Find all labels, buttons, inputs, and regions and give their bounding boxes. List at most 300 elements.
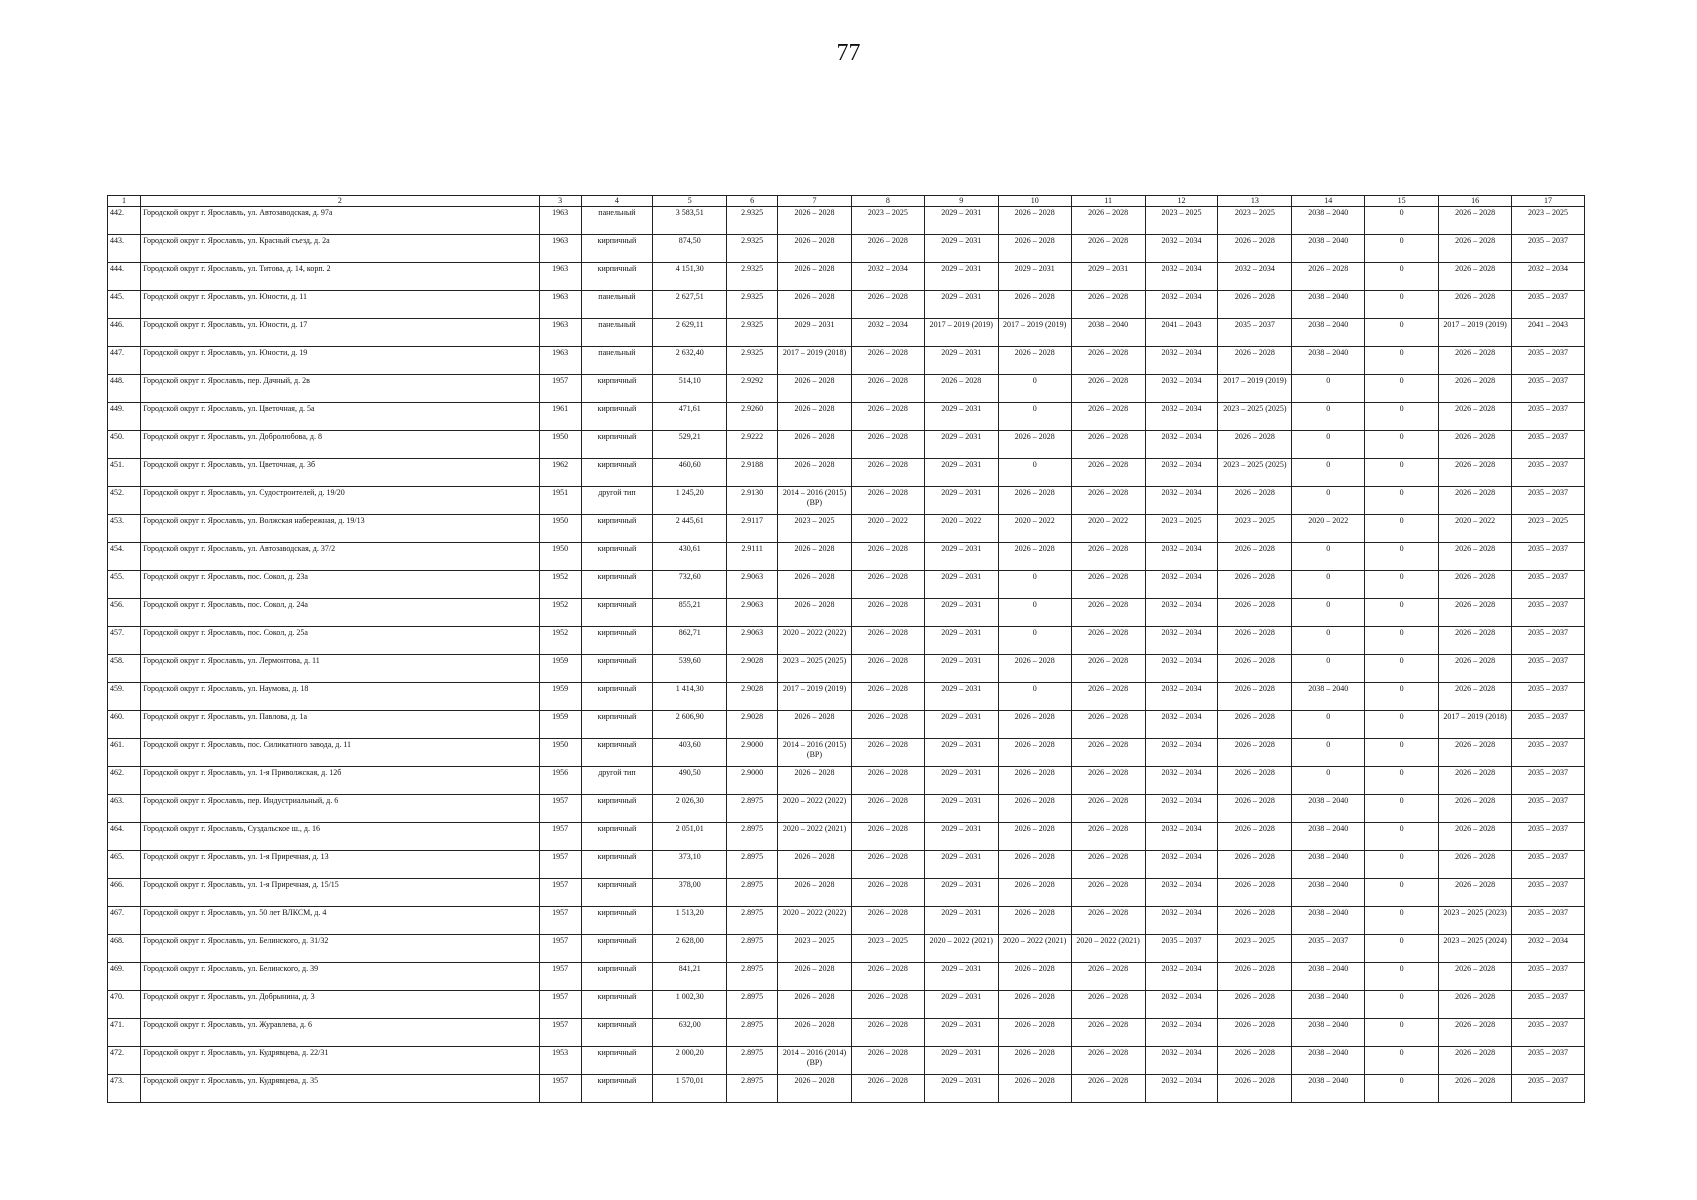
work-period-col-7-cell: 2017 – 2019 (2019) xyxy=(778,683,852,711)
work-period-col-13-cell: 2023 – 2025 (2025) xyxy=(1218,459,1292,487)
work-period-col-10-cell: 2029 – 2031 xyxy=(998,263,1071,291)
year-built-cell: 1956 xyxy=(539,767,581,795)
work-period-col-14-cell: 0 xyxy=(1292,403,1365,431)
total-area-cell: 539,60 xyxy=(653,655,727,683)
work-period-col-9-cell: 2029 – 2031 xyxy=(924,655,998,683)
work-period-col-10-cell: 2026 – 2028 xyxy=(998,235,1071,263)
column-number-9: 9 xyxy=(924,196,998,207)
work-period-col-14-cell: 2038 – 2040 xyxy=(1292,823,1365,851)
work-period-col-15-cell: 0 xyxy=(1365,711,1439,739)
work-period-col-12-cell: 2032 – 2034 xyxy=(1145,739,1218,767)
work-period-col-13-cell: 2026 – 2028 xyxy=(1218,487,1292,515)
work-period-col-8-cell: 2023 – 2025 xyxy=(851,935,924,963)
work-period-col-16-cell: 2026 – 2028 xyxy=(1439,375,1512,403)
work-period-col-12-cell: 2032 – 2034 xyxy=(1145,291,1218,319)
row-number-cell: 443. xyxy=(108,235,141,263)
work-period-col-15-cell: 0 xyxy=(1365,1047,1439,1075)
work-period-col-14-cell: 0 xyxy=(1292,599,1365,627)
work-period-col-14-cell: 0 xyxy=(1292,487,1365,515)
work-period-col-10-cell: 2026 – 2028 xyxy=(998,823,1071,851)
column-number-1: 1 xyxy=(108,196,141,207)
work-period-col-7-cell: 2026 – 2028 xyxy=(778,375,852,403)
wall-material-cell: кирпичный xyxy=(581,739,653,767)
row-number-cell: 462. xyxy=(108,767,141,795)
wall-material-cell: кирпичный xyxy=(581,375,653,403)
work-period-col-15-cell: 0 xyxy=(1365,571,1439,599)
work-period-col-17-cell: 2035 – 2037 xyxy=(1512,291,1585,319)
work-period-col-11-cell: 2026 – 2028 xyxy=(1071,487,1145,515)
year-built-cell: 1963 xyxy=(539,207,581,235)
work-period-col-11-cell: 2026 – 2028 xyxy=(1071,543,1145,571)
work-period-col-11-cell: 2026 – 2028 xyxy=(1071,823,1145,851)
total-area-cell: 1 570,01 xyxy=(653,1075,727,1103)
row-number-cell: 468. xyxy=(108,935,141,963)
work-period-col-8-cell: 2026 – 2028 xyxy=(851,1075,924,1103)
total-area-cell: 490,50 xyxy=(653,767,727,795)
work-period-col-9-cell: 2026 – 2028 xyxy=(924,375,998,403)
address-cell: Городской округ г. Ярославль, ул. Добролюбова, д. 8 xyxy=(141,431,540,459)
work-period-col-7-cell: 2023 – 2025 (2025) xyxy=(778,655,852,683)
work-period-col-9-cell: 2029 – 2031 xyxy=(924,263,998,291)
work-period-col-10-cell: 2026 – 2028 xyxy=(998,711,1071,739)
work-period-col-16-cell: 2026 – 2028 xyxy=(1439,1047,1512,1075)
table-row xyxy=(108,655,1585,683)
work-period-col-12-cell: 2032 – 2034 xyxy=(1145,431,1218,459)
work-period-col-8-cell: 2026 – 2028 xyxy=(851,879,924,907)
work-period-col-12-cell: 2032 – 2034 xyxy=(1145,1047,1218,1075)
criteria-score-cell: 2.9028 xyxy=(727,655,778,683)
work-period-col-15-cell: 0 xyxy=(1365,795,1439,823)
register-table xyxy=(107,195,1585,1103)
work-period-col-11-cell: 2026 – 2028 xyxy=(1071,683,1145,711)
row-number-cell: 469. xyxy=(108,963,141,991)
row-number-cell: 457. xyxy=(108,627,141,655)
work-period-col-16-cell: 2026 – 2028 xyxy=(1439,767,1512,795)
work-period-col-10-cell: 0 xyxy=(998,459,1071,487)
year-built-cell: 1952 xyxy=(539,627,581,655)
work-period-col-10-cell: 0 xyxy=(998,599,1071,627)
work-period-col-12-cell: 2032 – 2034 xyxy=(1145,571,1218,599)
criteria-score-cell: 2.9222 xyxy=(727,431,778,459)
work-period-col-15-cell: 0 xyxy=(1365,459,1439,487)
work-period-col-13-cell: 2017 – 2019 (2019) xyxy=(1218,375,1292,403)
row-number-cell: 464. xyxy=(108,823,141,851)
work-period-col-13-cell: 2026 – 2028 xyxy=(1218,1075,1292,1103)
work-period-col-11-cell: 2026 – 2028 xyxy=(1071,1019,1145,1047)
work-period-col-11-cell: 2026 – 2028 xyxy=(1071,963,1145,991)
work-period-col-14-cell: 0 xyxy=(1292,767,1365,795)
work-period-col-15-cell: 0 xyxy=(1365,683,1439,711)
work-period-col-16-cell: 2026 – 2028 xyxy=(1439,431,1512,459)
address-cell: Городской округ г. Ярославль, пер. Дачный, д. 2в xyxy=(141,375,540,403)
table-row xyxy=(108,375,1585,403)
work-period-col-11-cell: 2026 – 2028 xyxy=(1071,767,1145,795)
work-period-col-17-cell: 2035 – 2037 xyxy=(1512,991,1585,1019)
work-period-col-16-cell: 2020 – 2022 xyxy=(1439,515,1512,543)
work-period-col-13-cell: 2026 – 2028 xyxy=(1218,823,1292,851)
work-period-col-9-cell: 2029 – 2031 xyxy=(924,543,998,571)
work-period-col-12-cell: 2032 – 2034 xyxy=(1145,627,1218,655)
row-number-cell: 450. xyxy=(108,431,141,459)
work-period-col-10-cell: 2026 – 2028 xyxy=(998,767,1071,795)
year-built-cell: 1953 xyxy=(539,1047,581,1075)
work-period-col-10-cell: 2026 – 2028 xyxy=(998,879,1071,907)
work-period-col-10-cell: 2020 – 2022 (2021) xyxy=(998,935,1071,963)
work-period-col-8-cell: 2026 – 2028 xyxy=(851,739,924,767)
work-period-col-7-cell: 2026 – 2028 xyxy=(778,991,852,1019)
work-period-col-14-cell: 2038 – 2040 xyxy=(1292,347,1365,375)
address-cell: Городской округ г. Ярославль, ул. Юности, д. 11 xyxy=(141,291,540,319)
total-area-cell: 2 628,00 xyxy=(653,935,727,963)
row-number-cell: 465. xyxy=(108,851,141,879)
work-period-col-10-cell: 2026 – 2028 xyxy=(998,431,1071,459)
row-number-cell: 448. xyxy=(108,375,141,403)
wall-material-cell: кирпичный xyxy=(581,963,653,991)
year-built-cell: 1963 xyxy=(539,263,581,291)
wall-material-cell: кирпичный xyxy=(581,1047,653,1075)
criteria-score-cell: 2.9325 xyxy=(727,207,778,235)
work-period-col-11-cell: 2026 – 2028 xyxy=(1071,599,1145,627)
criteria-score-cell: 2.8975 xyxy=(727,1047,778,1075)
work-period-col-10-cell: 2026 – 2028 xyxy=(998,1075,1071,1103)
work-period-col-14-cell: 2038 – 2040 xyxy=(1292,683,1365,711)
work-period-col-15-cell: 0 xyxy=(1365,1019,1439,1047)
year-built-cell: 1963 xyxy=(539,291,581,319)
address-cell: Городской округ г. Ярославль, ул. 50 лет ВЛКСМ, д. 4 xyxy=(141,907,540,935)
work-period-col-14-cell: 2035 – 2037 xyxy=(1292,935,1365,963)
address-cell: Городской округ г. Ярославль, пос. Сокол, д. 23а xyxy=(141,571,540,599)
criteria-score-cell: 2.9292 xyxy=(727,375,778,403)
year-built-cell: 1957 xyxy=(539,375,581,403)
work-period-col-9-cell: 2020 – 2022 xyxy=(924,515,998,543)
table-row xyxy=(108,515,1585,543)
register-table-container xyxy=(107,195,1585,1103)
work-period-col-13-cell: 2026 – 2028 xyxy=(1218,683,1292,711)
wall-material-cell: кирпичный xyxy=(581,543,653,571)
address-cell: Городской округ г. Ярославль, ул. Кудрявцева, д. 35 xyxy=(141,1075,540,1103)
work-period-col-11-cell: 2026 – 2028 xyxy=(1071,907,1145,935)
year-built-cell: 1950 xyxy=(539,543,581,571)
criteria-score-cell: 2.9325 xyxy=(727,347,778,375)
work-period-col-17-cell: 2035 – 2037 xyxy=(1512,627,1585,655)
total-area-cell: 2 026,30 xyxy=(653,795,727,823)
row-number-cell: 452. xyxy=(108,487,141,515)
work-period-col-8-cell: 2026 – 2028 xyxy=(851,235,924,263)
address-cell: Городской округ г. Ярославль, ул. Наумова, д. 18 xyxy=(141,683,540,711)
total-area-cell: 874,50 xyxy=(653,235,727,263)
work-period-col-15-cell: 0 xyxy=(1365,235,1439,263)
work-period-col-12-cell: 2032 – 2034 xyxy=(1145,795,1218,823)
total-area-cell: 732,60 xyxy=(653,571,727,599)
work-period-col-7-cell: 2026 – 2028 xyxy=(778,403,852,431)
table-row xyxy=(108,263,1585,291)
work-period-col-9-cell: 2029 – 2031 xyxy=(924,991,998,1019)
year-built-cell: 1957 xyxy=(539,851,581,879)
total-area-cell: 2 051,01 xyxy=(653,823,727,851)
row-number-cell: 470. xyxy=(108,991,141,1019)
work-period-col-9-cell: 2029 – 2031 xyxy=(924,403,998,431)
address-cell: Городской округ г. Ярославль, ул. Волжская набережная, д. 19/13 xyxy=(141,515,540,543)
wall-material-cell: кирпичный xyxy=(581,235,653,263)
work-period-col-8-cell: 2026 – 2028 xyxy=(851,487,924,515)
table-row xyxy=(108,1019,1585,1047)
work-period-col-16-cell: 2026 – 2028 xyxy=(1439,655,1512,683)
row-number-cell: 458. xyxy=(108,655,141,683)
work-period-col-17-cell: 2041 – 2043 xyxy=(1512,319,1585,347)
table-row xyxy=(108,1047,1585,1075)
work-period-col-10-cell: 0 xyxy=(998,375,1071,403)
work-period-col-8-cell: 2026 – 2028 xyxy=(851,347,924,375)
wall-material-cell: другой тип xyxy=(581,487,653,515)
work-period-col-16-cell: 2026 – 2028 xyxy=(1439,291,1512,319)
work-period-col-9-cell: 2029 – 2031 xyxy=(924,291,998,319)
work-period-col-14-cell: 2038 – 2040 xyxy=(1292,291,1365,319)
criteria-score-cell: 2.9325 xyxy=(727,291,778,319)
year-built-cell: 1963 xyxy=(539,235,581,263)
year-built-cell: 1959 xyxy=(539,711,581,739)
total-area-cell: 841,21 xyxy=(653,963,727,991)
total-area-cell: 1 002,30 xyxy=(653,991,727,1019)
work-period-col-14-cell: 2038 – 2040 xyxy=(1292,1019,1365,1047)
work-period-col-9-cell: 2029 – 2031 xyxy=(924,711,998,739)
year-built-cell: 1952 xyxy=(539,599,581,627)
work-period-col-8-cell: 2020 – 2022 xyxy=(851,515,924,543)
work-period-col-12-cell: 2032 – 2034 xyxy=(1145,711,1218,739)
wall-material-cell: кирпичный xyxy=(581,795,653,823)
table-row xyxy=(108,319,1585,347)
table-row xyxy=(108,879,1585,907)
work-period-col-14-cell: 2038 – 2040 xyxy=(1292,991,1365,1019)
work-period-col-11-cell: 2038 – 2040 xyxy=(1071,319,1145,347)
work-period-col-16-cell: 2026 – 2028 xyxy=(1439,459,1512,487)
year-built-cell: 1957 xyxy=(539,1019,581,1047)
work-period-col-16-cell: 2026 – 2028 xyxy=(1439,403,1512,431)
wall-material-cell: кирпичный xyxy=(581,683,653,711)
address-cell: Городской округ г. Ярославль, ул. Лермонтова, д. 11 xyxy=(141,655,540,683)
wall-material-cell: кирпичный xyxy=(581,655,653,683)
work-period-col-11-cell: 2020 – 2022 xyxy=(1071,515,1145,543)
year-built-cell: 1957 xyxy=(539,795,581,823)
work-period-col-15-cell: 0 xyxy=(1365,767,1439,795)
work-period-col-10-cell: 2026 – 2028 xyxy=(998,795,1071,823)
work-period-col-7-cell: 2026 – 2028 xyxy=(778,851,852,879)
work-period-col-16-cell: 2026 – 2028 xyxy=(1439,795,1512,823)
wall-material-cell: кирпичный xyxy=(581,711,653,739)
work-period-col-12-cell: 2023 – 2025 xyxy=(1145,207,1218,235)
work-period-col-7-cell: 2020 – 2022 (2021) xyxy=(778,823,852,851)
criteria-score-cell: 2.8975 xyxy=(727,963,778,991)
work-period-col-10-cell: 0 xyxy=(998,571,1071,599)
work-period-col-13-cell: 2026 – 2028 xyxy=(1218,655,1292,683)
column-number-17: 17 xyxy=(1512,196,1585,207)
row-number-cell: 453. xyxy=(108,515,141,543)
work-period-col-14-cell: 0 xyxy=(1292,739,1365,767)
work-period-col-13-cell: 2026 – 2028 xyxy=(1218,543,1292,571)
work-period-col-16-cell: 2026 – 2028 xyxy=(1439,851,1512,879)
work-period-col-9-cell: 2029 – 2031 xyxy=(924,767,998,795)
work-period-col-8-cell: 2026 – 2028 xyxy=(851,655,924,683)
work-period-col-17-cell: 2023 – 2025 xyxy=(1512,207,1585,235)
work-period-col-13-cell: 2026 – 2028 xyxy=(1218,347,1292,375)
work-period-col-14-cell: 2038 – 2040 xyxy=(1292,1075,1365,1103)
wall-material-cell: кирпичный xyxy=(581,907,653,935)
column-number-16: 16 xyxy=(1439,196,1512,207)
row-number-cell: 449. xyxy=(108,403,141,431)
work-period-col-17-cell: 2032 – 2034 xyxy=(1512,263,1585,291)
work-period-col-11-cell: 2026 – 2028 xyxy=(1071,795,1145,823)
work-period-col-12-cell: 2032 – 2034 xyxy=(1145,599,1218,627)
work-period-col-7-cell: 2026 – 2028 xyxy=(778,963,852,991)
criteria-score-cell: 2.9111 xyxy=(727,543,778,571)
total-area-cell: 862,71 xyxy=(653,627,727,655)
work-period-col-7-cell: 2020 – 2022 (2022) xyxy=(778,795,852,823)
total-area-cell: 529,21 xyxy=(653,431,727,459)
work-period-col-16-cell: 2026 – 2028 xyxy=(1439,823,1512,851)
work-period-col-17-cell: 2035 – 2037 xyxy=(1512,963,1585,991)
work-period-col-14-cell: 0 xyxy=(1292,375,1365,403)
work-period-col-10-cell: 2026 – 2028 xyxy=(998,851,1071,879)
work-period-col-10-cell: 0 xyxy=(998,683,1071,711)
year-built-cell: 1957 xyxy=(539,963,581,991)
work-period-col-13-cell: 2026 – 2028 xyxy=(1218,851,1292,879)
work-period-col-14-cell: 2026 – 2028 xyxy=(1292,263,1365,291)
row-number-cell: 455. xyxy=(108,571,141,599)
work-period-col-16-cell: 2026 – 2028 xyxy=(1439,599,1512,627)
work-period-col-10-cell: 2026 – 2028 xyxy=(998,655,1071,683)
table-row xyxy=(108,571,1585,599)
work-period-col-13-cell: 2026 – 2028 xyxy=(1218,963,1292,991)
total-area-cell: 460,60 xyxy=(653,459,727,487)
work-period-col-11-cell: 2026 – 2028 xyxy=(1071,655,1145,683)
work-period-col-7-cell: 2026 – 2028 xyxy=(778,543,852,571)
table-row xyxy=(108,459,1585,487)
work-period-col-8-cell: 2026 – 2028 xyxy=(851,851,924,879)
address-cell: Городской округ г. Ярославль, ул. Белинского, д. 39 xyxy=(141,963,540,991)
work-period-col-17-cell: 2035 – 2037 xyxy=(1512,655,1585,683)
column-number-11: 11 xyxy=(1071,196,1145,207)
row-number-cell: 447. xyxy=(108,347,141,375)
work-period-col-7-cell: 2029 – 2031 xyxy=(778,319,852,347)
work-period-col-9-cell: 2029 – 2031 xyxy=(924,851,998,879)
work-period-col-11-cell: 2026 – 2028 xyxy=(1071,739,1145,767)
total-area-cell: 1 245,20 xyxy=(653,487,727,515)
year-built-cell: 1957 xyxy=(539,879,581,907)
work-period-col-17-cell: 2035 – 2037 xyxy=(1512,235,1585,263)
work-period-col-17-cell: 2035 – 2037 xyxy=(1512,767,1585,795)
work-period-col-9-cell: 2029 – 2031 xyxy=(924,795,998,823)
year-built-cell: 1957 xyxy=(539,823,581,851)
work-period-col-10-cell: 2026 – 2028 xyxy=(998,543,1071,571)
work-period-col-16-cell: 2026 – 2028 xyxy=(1439,683,1512,711)
work-period-col-11-cell: 2026 – 2028 xyxy=(1071,627,1145,655)
work-period-col-16-cell: 2026 – 2028 xyxy=(1439,739,1512,767)
work-period-col-15-cell: 0 xyxy=(1365,599,1439,627)
work-period-col-13-cell: 2023 – 2025 xyxy=(1218,207,1292,235)
work-period-col-13-cell: 2026 – 2028 xyxy=(1218,627,1292,655)
wall-material-cell: кирпичный xyxy=(581,599,653,627)
work-period-col-12-cell: 2032 – 2034 xyxy=(1145,375,1218,403)
year-built-cell: 1962 xyxy=(539,459,581,487)
work-period-col-15-cell: 0 xyxy=(1365,991,1439,1019)
work-period-col-8-cell: 2026 – 2028 xyxy=(851,907,924,935)
criteria-score-cell: 2.9325 xyxy=(727,263,778,291)
work-period-col-9-cell: 2029 – 2031 xyxy=(924,1019,998,1047)
work-period-col-8-cell: 2026 – 2028 xyxy=(851,431,924,459)
work-period-col-15-cell: 0 xyxy=(1365,431,1439,459)
work-period-col-12-cell: 2032 – 2034 xyxy=(1145,767,1218,795)
work-period-col-9-cell: 2029 – 2031 xyxy=(924,347,998,375)
work-period-col-13-cell: 2026 – 2028 xyxy=(1218,991,1292,1019)
criteria-score-cell: 2.8975 xyxy=(727,907,778,935)
work-period-col-16-cell: 2017 – 2019 (2018) xyxy=(1439,711,1512,739)
work-period-col-17-cell: 2023 – 2025 xyxy=(1512,515,1585,543)
criteria-score-cell: 2.8975 xyxy=(727,795,778,823)
wall-material-cell: панельный xyxy=(581,207,653,235)
work-period-col-14-cell: 2038 – 2040 xyxy=(1292,795,1365,823)
row-number-cell: 444. xyxy=(108,263,141,291)
criteria-score-cell: 2.9117 xyxy=(727,515,778,543)
work-period-col-10-cell: 2026 – 2028 xyxy=(998,963,1071,991)
total-area-cell: 3 583,51 xyxy=(653,207,727,235)
work-period-col-8-cell: 2026 – 2028 xyxy=(851,571,924,599)
work-period-col-11-cell: 2026 – 2028 xyxy=(1071,347,1145,375)
table-row xyxy=(108,991,1585,1019)
work-period-col-13-cell: 2023 – 2025 (2025) xyxy=(1218,403,1292,431)
work-period-col-9-cell: 2029 – 2031 xyxy=(924,823,998,851)
work-period-col-12-cell: 2035 – 2037 xyxy=(1145,935,1218,963)
wall-material-cell: другой тип xyxy=(581,767,653,795)
work-period-col-13-cell: 2026 – 2028 xyxy=(1218,879,1292,907)
work-period-col-17-cell: 2035 – 2037 xyxy=(1512,683,1585,711)
work-period-col-9-cell: 2029 – 2031 xyxy=(924,1075,998,1103)
work-period-col-12-cell: 2032 – 2034 xyxy=(1145,1075,1218,1103)
criteria-score-cell: 2.9063 xyxy=(727,571,778,599)
column-number-5: 5 xyxy=(653,196,727,207)
work-period-col-17-cell: 2035 – 2037 xyxy=(1512,431,1585,459)
table-body xyxy=(108,207,1585,1103)
work-period-col-7-cell: 2026 – 2028 xyxy=(778,459,852,487)
table-row xyxy=(108,235,1585,263)
table-row xyxy=(108,347,1585,375)
work-period-col-14-cell: 0 xyxy=(1292,459,1365,487)
work-period-col-13-cell: 2023 – 2025 xyxy=(1218,935,1292,963)
table-row xyxy=(108,907,1585,935)
year-built-cell: 1950 xyxy=(539,515,581,543)
work-period-col-10-cell: 2026 – 2028 xyxy=(998,207,1071,235)
work-period-col-13-cell: 2026 – 2028 xyxy=(1218,767,1292,795)
work-period-col-15-cell: 0 xyxy=(1365,291,1439,319)
criteria-score-cell: 2.9325 xyxy=(727,235,778,263)
work-period-col-12-cell: 2032 – 2034 xyxy=(1145,403,1218,431)
work-period-col-16-cell: 2026 – 2028 xyxy=(1439,347,1512,375)
column-number-14: 14 xyxy=(1292,196,1365,207)
work-period-col-11-cell: 2026 – 2028 xyxy=(1071,851,1145,879)
work-period-col-9-cell: 2017 – 2019 (2019) xyxy=(924,319,998,347)
work-period-col-8-cell: 2026 – 2028 xyxy=(851,963,924,991)
work-period-col-15-cell: 0 xyxy=(1365,963,1439,991)
wall-material-cell: панельный xyxy=(581,291,653,319)
work-period-col-9-cell: 2029 – 2031 xyxy=(924,599,998,627)
total-area-cell: 855,21 xyxy=(653,599,727,627)
work-period-col-8-cell: 2026 – 2028 xyxy=(851,823,924,851)
address-cell: Городской округ г. Ярославль, ул. 1-я Приречная, д. 15/15 xyxy=(141,879,540,907)
work-period-col-11-cell: 2026 – 2028 xyxy=(1071,1075,1145,1103)
work-period-col-7-cell: 2023 – 2025 xyxy=(778,515,852,543)
year-built-cell: 1950 xyxy=(539,431,581,459)
work-period-col-9-cell: 2029 – 2031 xyxy=(924,459,998,487)
work-period-col-15-cell: 0 xyxy=(1365,739,1439,767)
work-period-col-17-cell: 2035 – 2037 xyxy=(1512,795,1585,823)
